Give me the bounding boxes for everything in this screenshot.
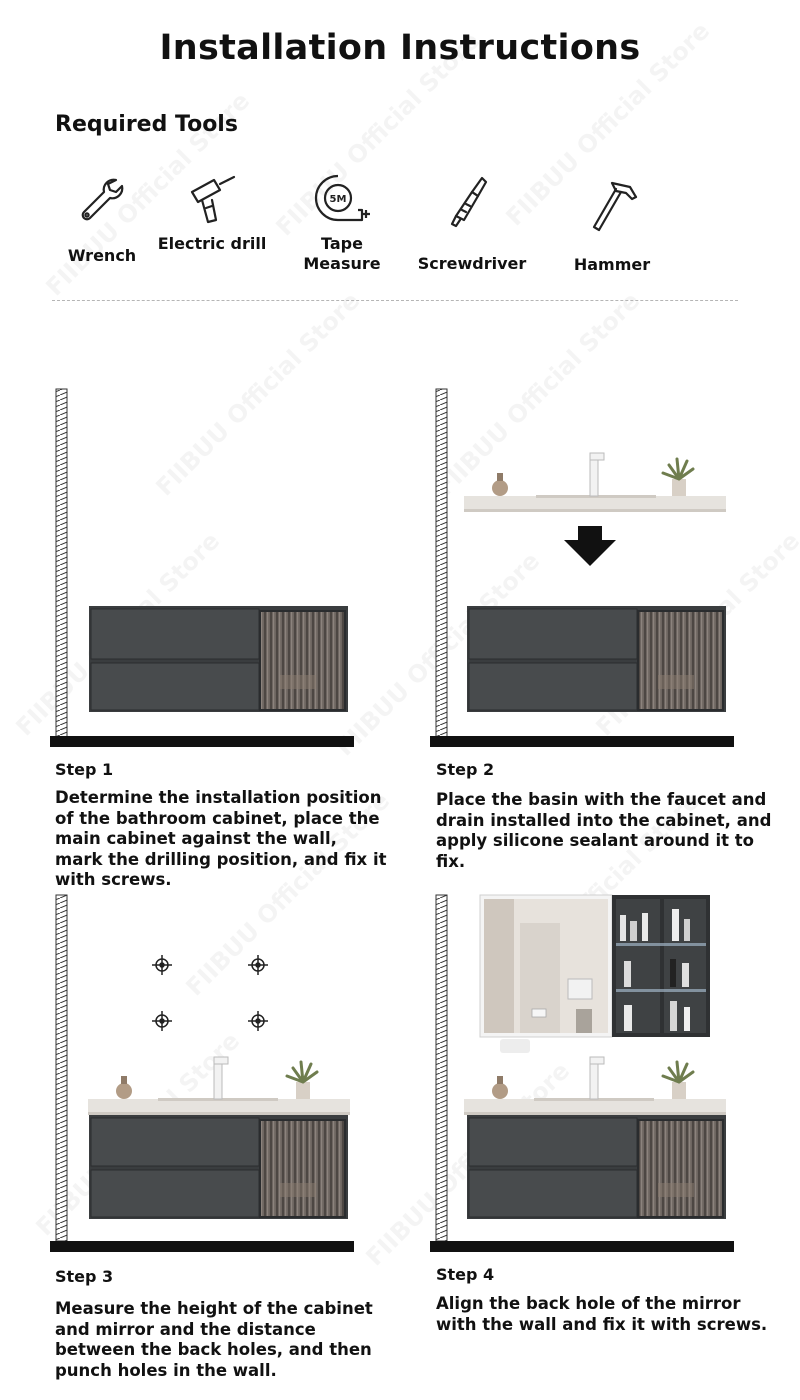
crosshair-icon xyxy=(248,1011,268,1031)
basin-countertop xyxy=(464,453,726,512)
cabinet xyxy=(89,606,348,712)
step-2-label: Step 2 xyxy=(436,760,495,779)
tape-measure-icon xyxy=(310,170,374,230)
drill-hole-markers xyxy=(152,955,268,1031)
page-title: Installation Instructions xyxy=(159,28,641,68)
tool-hammer xyxy=(552,175,672,275)
drill-icon xyxy=(182,170,242,230)
crosshair-icon xyxy=(248,955,268,975)
tool-label: Tape Measure xyxy=(303,234,381,273)
tool-screwdriver xyxy=(412,172,532,274)
section-divider xyxy=(52,300,738,301)
screwdriver-icon xyxy=(442,172,502,232)
tool-tape-measure xyxy=(282,170,402,274)
step-1-label: Step 1 xyxy=(55,760,114,779)
tool-label: Electric drill xyxy=(157,234,267,253)
wall xyxy=(436,895,447,1241)
tool-label: Hammer xyxy=(573,255,651,274)
wall xyxy=(436,389,447,737)
wrench-icon xyxy=(72,170,132,230)
basin-countertop xyxy=(464,1057,726,1115)
step3-illustration xyxy=(48,893,358,1255)
step-4-label: Step 4 xyxy=(436,1265,495,1284)
required-tools-heading: Required Tools xyxy=(55,112,238,137)
cabinet xyxy=(467,606,726,712)
tool-electric-drill xyxy=(152,170,272,254)
cabinet xyxy=(467,1115,726,1219)
step-4-text: Align the back hole of the mirror with the wall and fix it with screws. xyxy=(436,1294,768,1334)
basin-countertop xyxy=(88,1057,350,1115)
tool-wrench xyxy=(42,170,162,266)
step4-illustration xyxy=(428,893,738,1255)
tape-badge: 5M xyxy=(329,194,347,205)
step1-illustration xyxy=(48,385,358,751)
crosshair-icon xyxy=(152,1011,172,1031)
wall xyxy=(56,895,67,1241)
wall xyxy=(56,389,67,737)
floor xyxy=(430,736,734,747)
cabinet xyxy=(89,1115,348,1219)
step-3-text: Measure the height of the cabinet and mirror and the distance between the back holes, and then punch holes in the wall. xyxy=(55,1299,373,1380)
tool-label: Wrench xyxy=(67,246,137,265)
step-1-text: Determine the installation position of the bathroom cabinet, place the main cabinet against the wall, mark the drilling position, and fix it with screws. xyxy=(55,788,387,889)
step-3-label: Step 3 xyxy=(55,1267,114,1286)
floor xyxy=(50,1241,354,1252)
hammer-icon xyxy=(582,175,642,235)
step-2-text: Place the basin with the faucet and drain installed into the cabinet, and apply silicone sealant around it to fix. xyxy=(436,790,772,871)
tool-label: Screwdriver xyxy=(417,254,527,273)
floor xyxy=(430,1241,734,1252)
arrow-down-icon xyxy=(564,526,616,566)
step2-illustration xyxy=(428,385,738,751)
mirror-cabinet xyxy=(480,895,710,1053)
crosshair-icon xyxy=(152,955,172,975)
floor xyxy=(50,736,354,747)
